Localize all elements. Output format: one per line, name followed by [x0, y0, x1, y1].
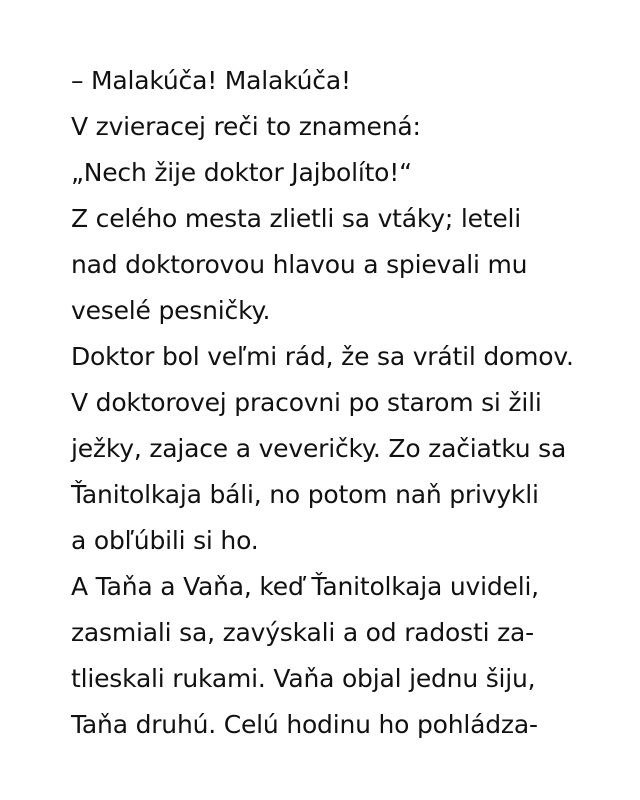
text-line: a obľúbili si ho. — [71, 526, 259, 555]
text-line: V doktorovej pracovni po starom si žili — [71, 388, 542, 417]
text-line: Taňa druhú. Celú hodinu ho pohládza- — [71, 710, 538, 739]
text-line: V zvieracej reči to znamená: — [71, 112, 421, 141]
text-line: – Malakúča! Malakúča! — [71, 66, 351, 95]
text-line: Z celého mesta zlietli sa vtáky; leteli — [71, 204, 522, 233]
text-line: A Taňa a Vaňa, keď Ťanitolkaja uvideli, — [71, 572, 539, 601]
text-line: tlieskali rukami. Vaňa objal jednu šiju, — [71, 664, 536, 693]
text-line: ježky, zajace a veveričky. Zo začiatku sa — [71, 434, 567, 463]
text-line: Ťanitolkaja báli, no potom naň privykli — [71, 480, 539, 509]
text-line: veselé pesničky. — [71, 296, 271, 325]
text-line: Doktor bol veľmi rád, že sa vrátil domov. — [71, 342, 574, 371]
text-line: nad doktorovou hlavou a spievali mu — [71, 250, 528, 279]
text-line: zasmiali sa, zavýskali a od radosti za- — [71, 618, 534, 647]
text-line: „Nech žije doktor Jajbolíto!“ — [71, 158, 412, 187]
